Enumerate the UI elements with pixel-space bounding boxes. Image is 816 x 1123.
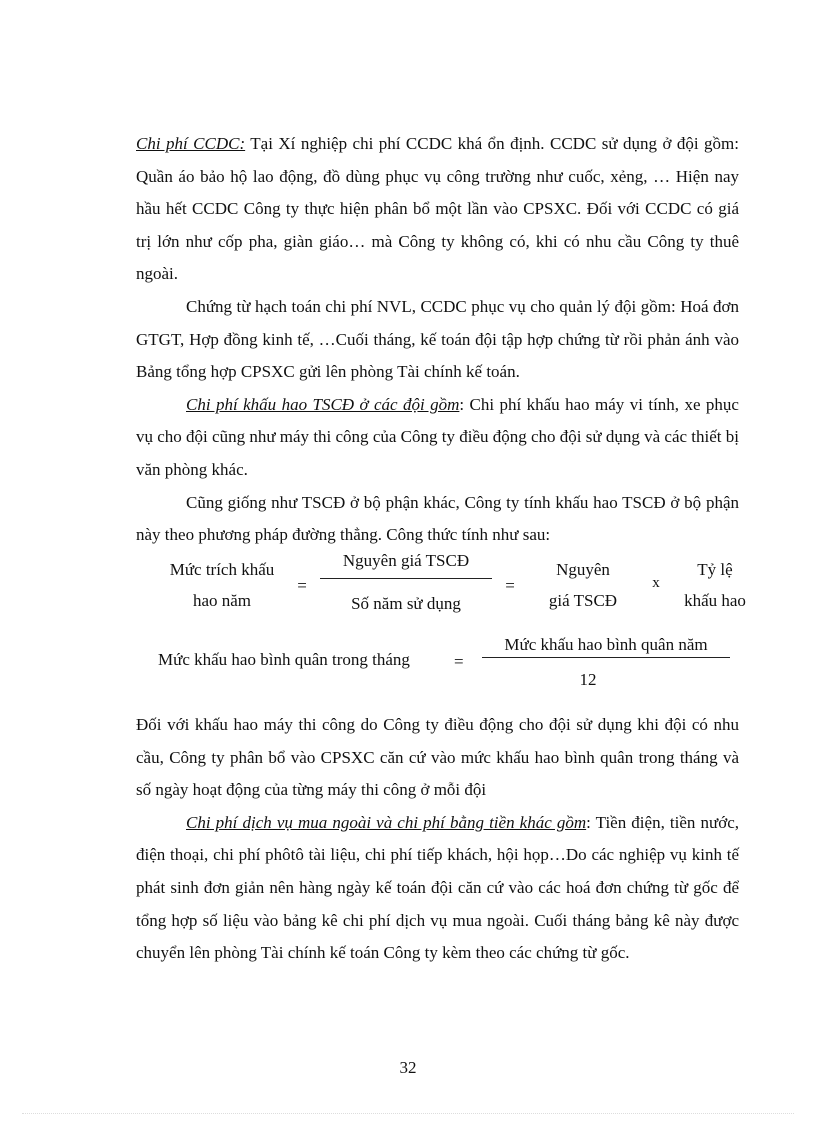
paragraph-ccdc bbox=[136, 128, 739, 291]
text-khau-hao: : Chi phí khấu hao máy vi tính, xe phục vụ cho đội cũng như máy thi công của Công ty điều động cho đội sử dụng và các thiết bị văn phòng khác. bbox=[136, 394, 739, 479]
formula2-fraction-line bbox=[482, 657, 730, 658]
formula-annual-depreciation bbox=[0, 540, 816, 620]
formula1-eq2: = bbox=[505, 576, 515, 595]
formula1-term2 bbox=[528, 554, 638, 616]
formula1-times: x bbox=[652, 575, 660, 591]
formula2-numerator: Mức khấu hao bình quân năm bbox=[504, 635, 708, 654]
label-dich-vu: Chi phí dịch vụ mua ngoài và chi phí bằng tiền khác gồm bbox=[186, 812, 587, 832]
formula1-term3-line1: Tỷ lệ bbox=[697, 560, 733, 579]
formula1-denominator: Số năm sử dụng bbox=[351, 594, 461, 613]
text-ccdc: Tại Xí nghiệp chi phí CCDC khá ổn định. CCDC sử dụng ở đội gồm: Quần áo bảo hộ lao động, đồ dùng phục vụ công trường như cuốc, xẻng, … Hiện nay hầu hết CCDC Công ty thực hiện phân bổ một lần vào CPSXC. Đối với CCDC có giá trị lớn như cốp pha, giàn giáo… mà Công ty không có, khi có nhu cầu Công ty thuê ngoài. bbox=[136, 134, 739, 284]
formula1-term3-line2: khấu hao bbox=[684, 591, 746, 610]
formula2-eq: = bbox=[454, 652, 464, 671]
label-khau-hao: Chi phí khấu hao TSCĐ ở các đội gồm bbox=[186, 394, 460, 414]
paragraph-chung-tu: Chứng từ hạch toán chi phí NVL, CCDC phục vụ cho quản lý đội gồm: Hoá đơn GTGT, Hợp đồng kinh tế, …Cuối tháng, kế toán đội tập hợp chứng từ rồi phản ánh vào Bảng tổng hợp CPSXC gửi lên phòng Tài chính kế toán. bbox=[136, 296, 739, 382]
formula1-lhs bbox=[152, 554, 292, 616]
paragraph-khau-hao bbox=[136, 389, 739, 487]
text-dich-vu: : Tiền điện, tiền nước, điện thoại, chi phí phôtô tài liệu, chi phí tiếp khách, hội họp…Do các nghiệp vụ kinh tế phát sinh đơn giản nên hàng ngày kế toán đội căn cứ vào các hoá đơn chứng từ gốc để tổng hợp số liệu vào bảng kê chi phí dịch vụ mua ngoài. Cuối tháng bảng kê này được chuyển lên phòng Tài chính kế toán Công ty kèm theo các chứng từ gốc. bbox=[136, 812, 739, 963]
body-text-top bbox=[136, 128, 739, 552]
paragraph-dich-vu bbox=[136, 807, 739, 970]
body-text-bottom bbox=[136, 709, 739, 970]
formula2-lhs: Mức khấu hao bình quân trong tháng bbox=[158, 650, 410, 669]
formula1-lhs-line2: hao năm bbox=[192, 591, 252, 610]
formula1-lhs-line1: Mức trích khấu bbox=[169, 560, 275, 579]
label-ccdc: Chi phí CCDC: bbox=[136, 134, 246, 153]
formula1-term3 bbox=[672, 554, 758, 616]
formula1-term2-line1: Nguyên bbox=[556, 560, 610, 579]
paragraph-may-thi-cong: Đối với khấu hao máy thi công do Công ty điều động cho đội sử dụng khi đội có nhu cầu, Công ty phân bổ vào CPSXC căn cứ vào mức khấu hao bình quân trong tháng và số ngày hoạt động của từng máy thi công ở mỗi đội bbox=[136, 715, 739, 800]
formula1-eq1: = bbox=[297, 576, 307, 595]
formula1-term2-line2: giá TSCĐ bbox=[548, 591, 618, 610]
formula1-fraction-line bbox=[320, 578, 492, 579]
formula1-numerator: Nguyên giá TSCĐ bbox=[342, 551, 470, 570]
paragraph-cong-thuc-intro: Cũng giống như TSCĐ ở bộ phận khác, Công ty tính khấu hao TSCĐ ở bộ phận này theo phương pháp đường thẳng. Công thức tính như sau: bbox=[136, 492, 739, 545]
formula2-denominator: 12 bbox=[579, 670, 597, 689]
page-number: 32 bbox=[399, 1058, 417, 1077]
page-border bbox=[22, 1113, 794, 1114]
formula-monthly-depreciation bbox=[0, 630, 816, 690]
